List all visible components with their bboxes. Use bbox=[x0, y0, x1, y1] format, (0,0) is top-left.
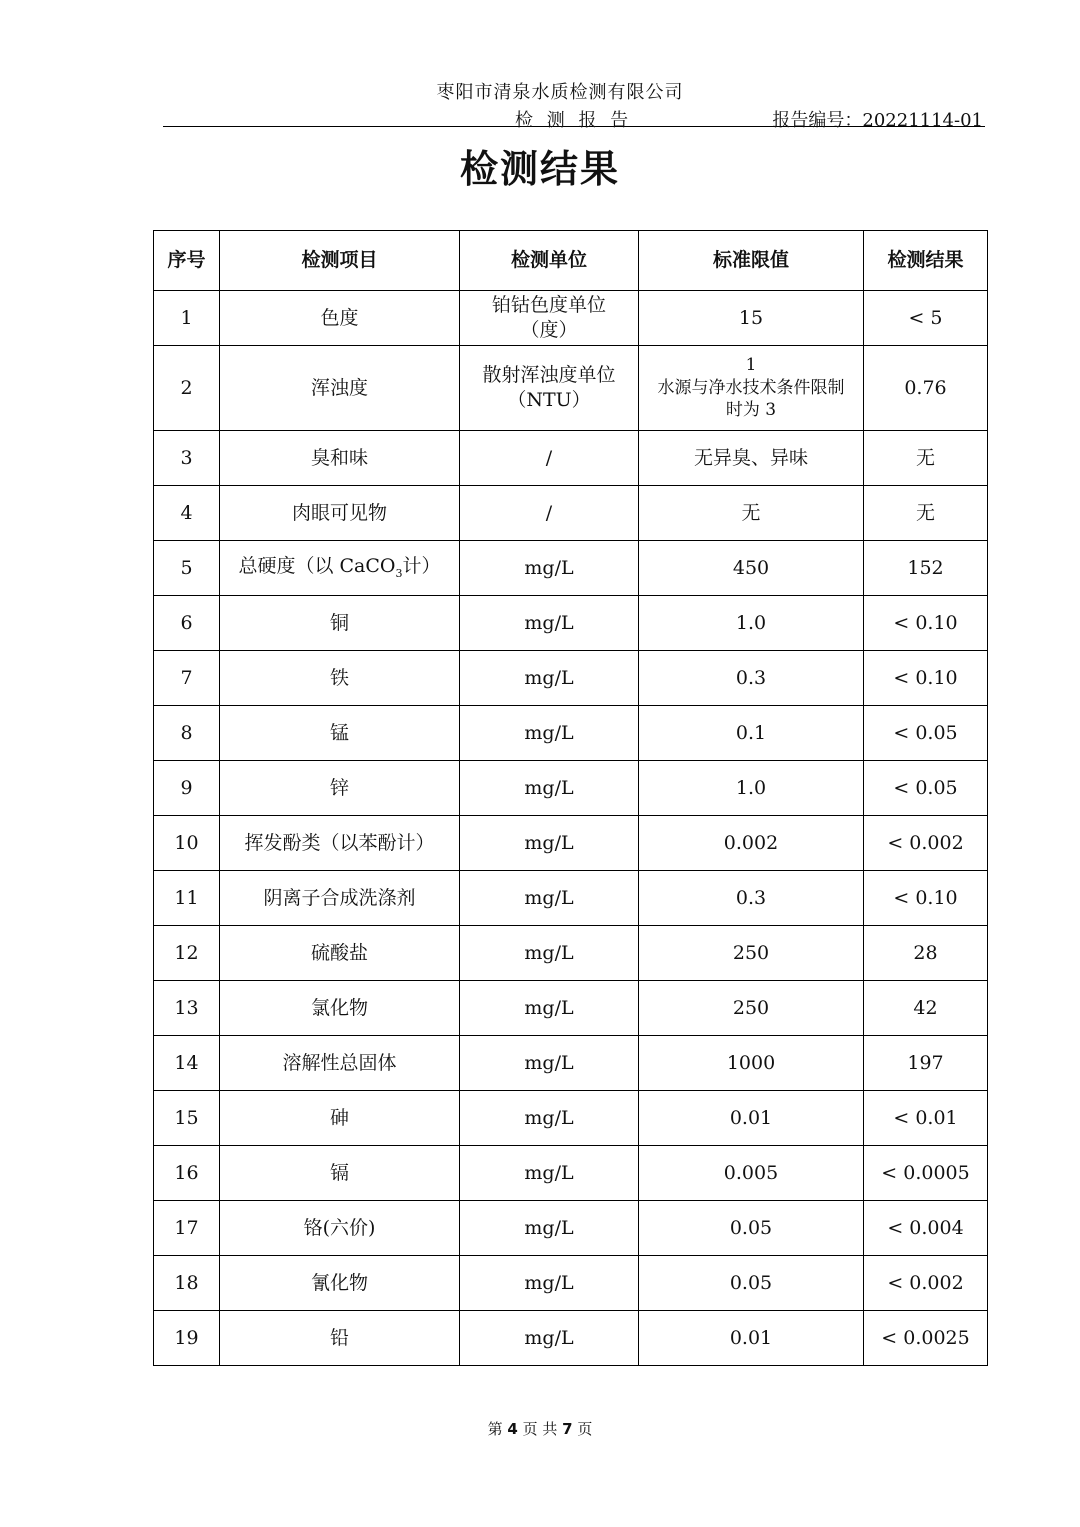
test-unit: 散射浑浊度单位（NTU） bbox=[460, 346, 639, 431]
row-number: 11 bbox=[154, 871, 220, 926]
test-result: 28 bbox=[864, 926, 988, 981]
standard-limit: 0.3 bbox=[639, 871, 864, 926]
test-item: 锰 bbox=[220, 706, 460, 761]
header-no: 序号 bbox=[154, 231, 220, 291]
test-unit: mg/L bbox=[460, 981, 639, 1036]
test-result: < 5 bbox=[864, 291, 988, 346]
row-number: 13 bbox=[154, 981, 220, 1036]
test-result: 0.76 bbox=[864, 346, 988, 431]
table-row bbox=[154, 761, 988, 816]
test-result: < 0.10 bbox=[864, 651, 988, 706]
row-number: 19 bbox=[154, 1311, 220, 1366]
page-title: 检测结果 bbox=[459, 147, 620, 191]
test-item: 溶解性总固体 bbox=[220, 1036, 460, 1091]
standard-limit: 1000 bbox=[639, 1036, 864, 1091]
test-result: 152 bbox=[864, 541, 988, 596]
test-item: 浑浊度 bbox=[220, 346, 460, 431]
test-unit: mg/L bbox=[460, 596, 639, 651]
test-unit: mg/L bbox=[460, 871, 639, 926]
test-result: < 0.05 bbox=[864, 706, 988, 761]
footer-suffix: 页 bbox=[577, 1420, 593, 1438]
standard-limit: 0.05 bbox=[639, 1256, 864, 1311]
standard-limit: 无 bbox=[639, 486, 864, 541]
test-item: 阴离子合成洗涤剂 bbox=[220, 871, 460, 926]
footer-total-pages: 7 bbox=[562, 1420, 573, 1438]
test-unit: mg/L bbox=[460, 706, 639, 761]
page-footer bbox=[0, 1418, 1080, 1439]
doc-type: 检 测 报 告 bbox=[515, 110, 633, 131]
table-row bbox=[154, 1201, 988, 1256]
limit-value: 1 bbox=[745, 354, 757, 375]
table-row bbox=[154, 926, 988, 981]
standard-limit: 250 bbox=[639, 926, 864, 981]
test-item: 锌 bbox=[220, 761, 460, 816]
standard-limit bbox=[639, 346, 864, 431]
report-number: 报告编号：20221114-01 bbox=[772, 110, 983, 131]
test-result: < 0.002 bbox=[864, 816, 988, 871]
standard-limit: 0.1 bbox=[639, 706, 864, 761]
standard-limit: 0.05 bbox=[639, 1201, 864, 1256]
table-row bbox=[154, 706, 988, 761]
limit-note: 水源与净水技术条件限制时为 3 bbox=[657, 377, 845, 421]
test-item bbox=[220, 541, 460, 596]
standard-limit: 450 bbox=[639, 541, 864, 596]
test-item: 铜 bbox=[220, 596, 460, 651]
row-number: 3 bbox=[154, 431, 220, 486]
test-item: 铬(六价) bbox=[220, 1201, 460, 1256]
table-row bbox=[154, 346, 988, 431]
standard-limit: 15 bbox=[639, 291, 864, 346]
footer-page-number: 4 bbox=[507, 1420, 518, 1438]
test-unit: mg/L bbox=[460, 1256, 639, 1311]
test-item: 色度 bbox=[220, 291, 460, 346]
test-unit: / bbox=[460, 486, 639, 541]
row-number: 4 bbox=[154, 486, 220, 541]
test-result: < 0.002 bbox=[864, 1256, 988, 1311]
row-number: 10 bbox=[154, 816, 220, 871]
table-row bbox=[154, 1036, 988, 1091]
test-result: 42 bbox=[864, 981, 988, 1036]
test-result: < 0.004 bbox=[864, 1201, 988, 1256]
results-table bbox=[153, 230, 988, 1366]
test-unit: mg/L bbox=[460, 926, 639, 981]
standard-limit: 0.3 bbox=[639, 651, 864, 706]
table-row bbox=[154, 981, 988, 1036]
table-row bbox=[154, 431, 988, 486]
header-result: 检测结果 bbox=[864, 231, 988, 291]
test-result: < 0.0025 bbox=[864, 1311, 988, 1366]
row-number: 7 bbox=[154, 651, 220, 706]
standard-limit: 0.01 bbox=[639, 1311, 864, 1366]
table-row bbox=[154, 541, 988, 596]
row-number: 6 bbox=[154, 596, 220, 651]
test-result: 无 bbox=[864, 486, 988, 541]
row-number: 8 bbox=[154, 706, 220, 761]
footer-middle: 页 共 bbox=[522, 1420, 558, 1438]
test-item: 砷 bbox=[220, 1091, 460, 1146]
header-item: 检测项目 bbox=[220, 231, 460, 291]
item-text-post: 计） bbox=[402, 555, 441, 578]
test-unit: mg/L bbox=[460, 1146, 639, 1201]
test-result: < 0.0005 bbox=[864, 1146, 988, 1201]
table-row bbox=[154, 1091, 988, 1146]
header-limit: 标准限值 bbox=[639, 231, 864, 291]
test-unit: mg/L bbox=[460, 1091, 639, 1146]
table-row bbox=[154, 651, 988, 706]
test-item: 氯化物 bbox=[220, 981, 460, 1036]
test-item: 铁 bbox=[220, 651, 460, 706]
standard-limit: 250 bbox=[639, 981, 864, 1036]
row-number: 17 bbox=[154, 1201, 220, 1256]
row-number: 18 bbox=[154, 1256, 220, 1311]
standard-limit: 1.0 bbox=[639, 596, 864, 651]
standard-limit: 0.01 bbox=[639, 1091, 864, 1146]
item-subscript: 3 bbox=[395, 567, 403, 581]
company-name: 枣阳市清泉水质检测有限公司 bbox=[436, 82, 684, 103]
test-item: 臭和味 bbox=[220, 431, 460, 486]
test-item: 氰化物 bbox=[220, 1256, 460, 1311]
item-text-pre: 总硬度（以 CaCO bbox=[238, 555, 396, 578]
test-unit: mg/L bbox=[460, 651, 639, 706]
table-row bbox=[154, 486, 988, 541]
row-number: 12 bbox=[154, 926, 220, 981]
test-item: 镉 bbox=[220, 1146, 460, 1201]
table-row bbox=[154, 596, 988, 651]
test-unit: mg/L bbox=[460, 1036, 639, 1091]
test-unit: mg/L bbox=[460, 541, 639, 596]
table-row bbox=[154, 816, 988, 871]
report-subheader bbox=[163, 104, 985, 131]
row-number: 14 bbox=[154, 1036, 220, 1091]
footer-prefix: 第 bbox=[487, 1420, 503, 1438]
test-result: < 0.01 bbox=[864, 1091, 988, 1146]
test-item: 肉眼可见物 bbox=[220, 486, 460, 541]
row-number: 1 bbox=[154, 291, 220, 346]
table-row bbox=[154, 1146, 988, 1201]
table-header-row bbox=[154, 231, 988, 291]
row-number: 15 bbox=[154, 1091, 220, 1146]
standard-limit: 0.005 bbox=[639, 1146, 864, 1201]
test-unit: 铂钴色度单位（度） bbox=[460, 291, 639, 346]
standard-limit: 无异臭、异味 bbox=[639, 431, 864, 486]
test-item: 硫酸盐 bbox=[220, 926, 460, 981]
table-row bbox=[154, 291, 988, 346]
row-number: 16 bbox=[154, 1146, 220, 1201]
test-unit: mg/L bbox=[460, 761, 639, 816]
test-result: < 0.10 bbox=[864, 871, 988, 926]
table-row bbox=[154, 871, 988, 926]
test-result: < 0.10 bbox=[864, 596, 988, 651]
table-row bbox=[154, 1256, 988, 1311]
test-result: 197 bbox=[864, 1036, 988, 1091]
row-number: 9 bbox=[154, 761, 220, 816]
test-result: 无 bbox=[864, 431, 988, 486]
test-unit: / bbox=[460, 431, 639, 486]
test-unit: mg/L bbox=[460, 1201, 639, 1256]
test-item: 挥发酚类（以苯酚计） bbox=[220, 816, 460, 871]
standard-limit: 0.002 bbox=[639, 816, 864, 871]
test-item: 铅 bbox=[220, 1311, 460, 1366]
test-result: < 0.05 bbox=[864, 761, 988, 816]
row-number: 5 bbox=[154, 541, 220, 596]
header-unit: 检测单位 bbox=[460, 231, 639, 291]
row-number: 2 bbox=[154, 346, 220, 431]
table-row bbox=[154, 1311, 988, 1366]
test-unit: mg/L bbox=[460, 816, 639, 871]
test-unit: mg/L bbox=[460, 1311, 639, 1366]
standard-limit: 1.0 bbox=[639, 761, 864, 816]
